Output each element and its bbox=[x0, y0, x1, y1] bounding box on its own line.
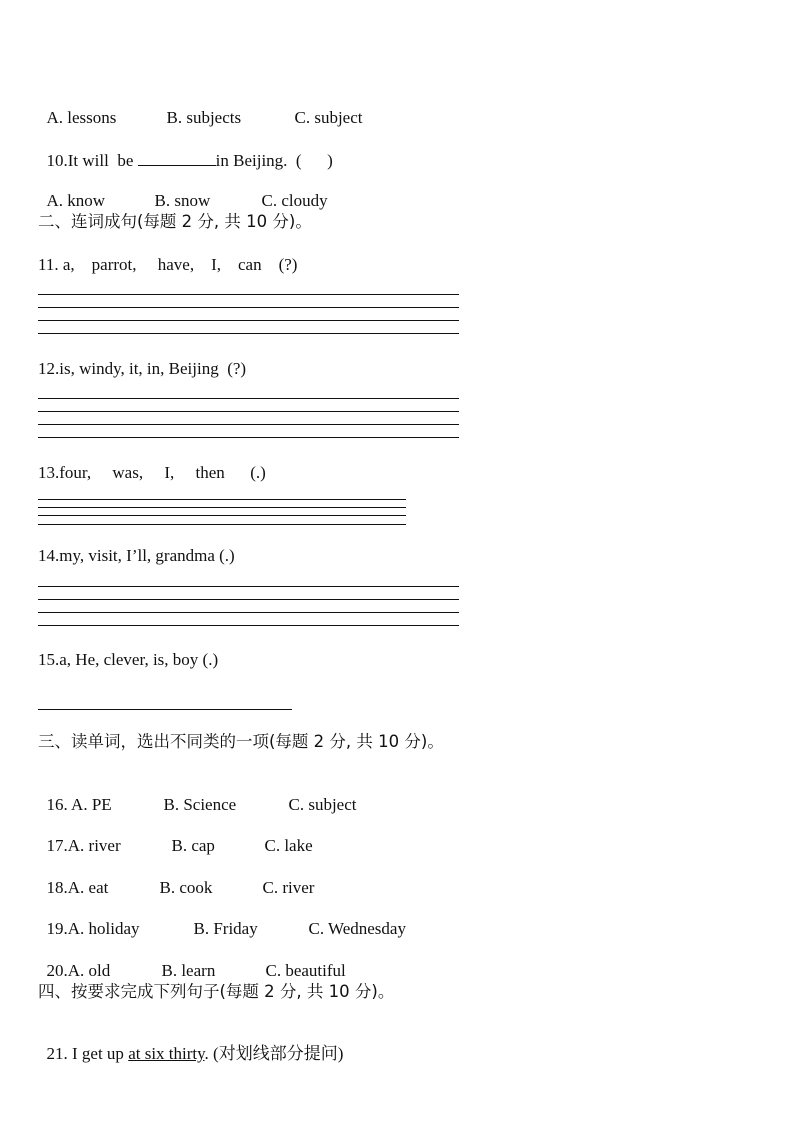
writing-line bbox=[38, 307, 459, 308]
writing-line bbox=[38, 625, 459, 626]
section3-heading: 三、读单词，选出不同类的一项(每题 2 分, 共 10 分)。 bbox=[38, 732, 444, 751]
writing-line bbox=[38, 333, 459, 334]
q20-option-a: 20.A. old bbox=[46, 961, 111, 980]
q21-prefix: 21. I get up bbox=[46, 1044, 129, 1063]
q17-option-a: 17.A. river bbox=[46, 836, 121, 855]
q21-suffix: . (对划线部分提问) bbox=[204, 1044, 344, 1063]
writing-line bbox=[38, 437, 459, 438]
q18-option-a: 18.A. eat bbox=[46, 878, 109, 897]
q13-prompt: 13.four, was, I, then (.) bbox=[38, 463, 266, 482]
q18-option-b: B. cook bbox=[159, 878, 213, 897]
q15-prompt: 15.a, He, clever, is, boy (.) bbox=[38, 650, 219, 669]
q20-options bbox=[38, 941, 346, 981]
q14-prompt: 14.my, visit, I’ll, grandma (.) bbox=[38, 546, 235, 565]
q10-prefix: 10.It will be bbox=[46, 151, 138, 170]
q19-options bbox=[38, 899, 406, 939]
writing-line bbox=[38, 515, 406, 516]
q10-option-c: C. cloudy bbox=[261, 191, 328, 210]
writing-line bbox=[38, 507, 406, 508]
q16-option-c: C. subject bbox=[288, 795, 357, 814]
q17-options bbox=[38, 816, 313, 856]
writing-line bbox=[38, 411, 459, 412]
q15-answer-line[interactable] bbox=[38, 709, 292, 710]
writing-line bbox=[38, 612, 459, 613]
q17-option-b: B. cap bbox=[171, 836, 215, 855]
q10-question bbox=[38, 130, 333, 171]
q9-option-c: C. subject bbox=[294, 108, 363, 127]
q10-options bbox=[38, 171, 328, 211]
writing-line bbox=[38, 424, 459, 425]
q10-blank[interactable] bbox=[138, 150, 216, 166]
writing-line bbox=[38, 586, 459, 587]
q16-option-b: B. Science bbox=[163, 795, 237, 814]
writing-line bbox=[38, 398, 459, 399]
q19-option-b: B. Friday bbox=[193, 919, 258, 938]
q11-prompt: 11. a, parrot, have, I, can (?) bbox=[38, 255, 298, 274]
writing-line bbox=[38, 320, 459, 321]
q10-option-b: B. snow bbox=[154, 191, 211, 210]
q9-options bbox=[38, 88, 363, 128]
section2-heading: 二、连词成句(每题 2 分, 共 10 分)。 bbox=[38, 212, 312, 231]
q16-options bbox=[38, 775, 357, 815]
q21-underlined-phrase: at six thirty bbox=[128, 1044, 205, 1063]
section4-heading: 四、按要求完成下列句子(每题 2 分, 共 10 分)。 bbox=[38, 982, 395, 1001]
q10-option-a: A. know bbox=[46, 191, 106, 210]
q9-option-a: A. lessons bbox=[46, 108, 117, 127]
q18-option-c: C. river bbox=[262, 878, 315, 897]
q10-suffix: in Beijing. ( ) bbox=[215, 151, 333, 170]
q12-prompt: 12.is, windy, it, in, Beijing (?) bbox=[38, 359, 247, 378]
q18-options bbox=[38, 858, 314, 898]
q9-option-b: B. subjects bbox=[166, 108, 242, 127]
writing-line bbox=[38, 499, 406, 500]
q20-option-c: C. beautiful bbox=[265, 961, 346, 980]
writing-line bbox=[38, 524, 406, 525]
q17-option-c: C. lake bbox=[264, 836, 313, 855]
q16-option-a: 16. A. PE bbox=[46, 795, 112, 814]
writing-line bbox=[38, 294, 459, 295]
q20-option-b: B. learn bbox=[161, 961, 216, 980]
q19-option-c: C. Wednesday bbox=[308, 919, 406, 938]
q19-option-a: 19.A. holiday bbox=[46, 919, 140, 938]
q21-question bbox=[38, 1024, 343, 1064]
writing-line bbox=[38, 599, 459, 600]
